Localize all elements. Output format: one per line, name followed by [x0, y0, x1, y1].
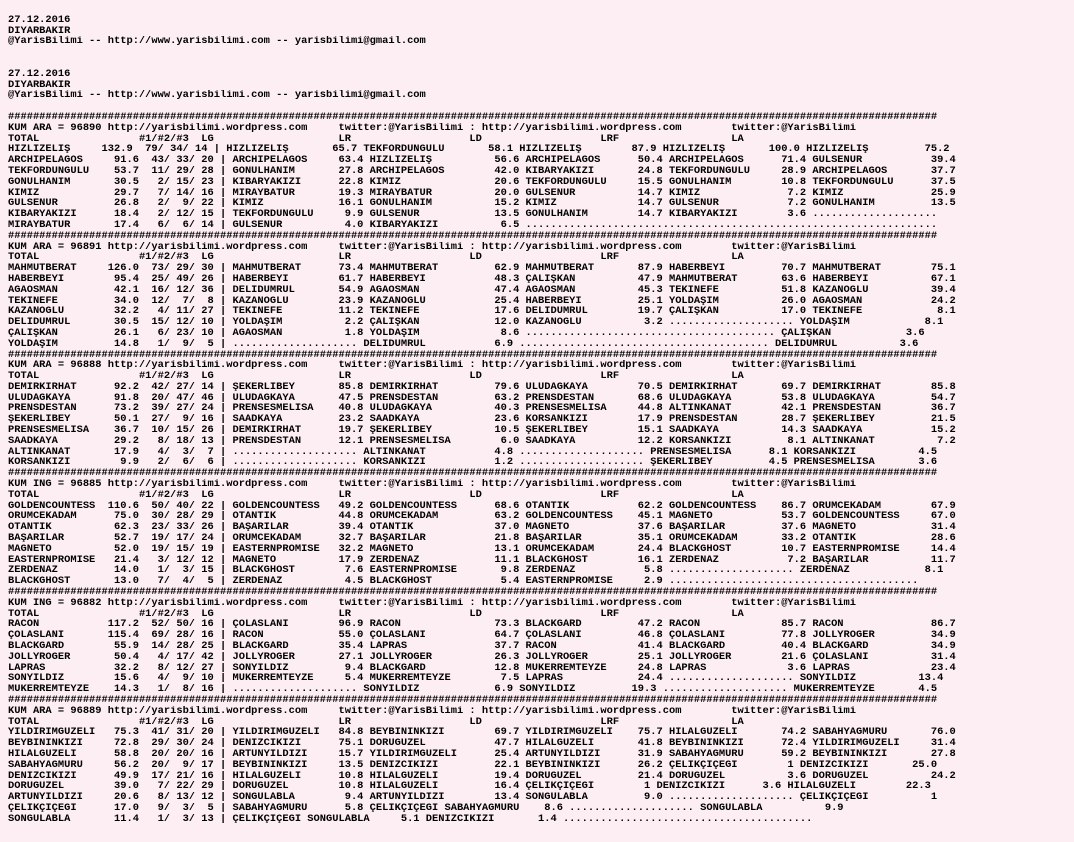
report-line: YOLDAŞIM 14.8 1/ 9/ 5 | .................... DELIDUMRUL 6.9 ........................................ DELIDUMRUL 3.6 [8, 338, 919, 350]
report-line: BEYBİNİNKIZI 72.8 29/ 30/ 24 | DENIZCIKIZI 75.1 DORUGUZEL 47.7 HİLALGÜZELİ 41.8 BEYBİNİNKIZI 72.4 YILDIRIMGÜZELİ 31.4 [8, 738, 956, 749]
report-line: ORUMCEKADAM 75.0 30/ 28/ 29 | OTANTİK 44.8 ORUMCEKADAM 63.2 GOLDENCOUNTESS 45.1 MAGNETO 53.7 GOLDENCOUNTESS 67.0 [8, 511, 956, 523]
report-line: GULSENUR 26.8 2/ 9/ 22 | KIMIZ 16.1 GONULHANIM 15.2 KIMIZ 14.7 GULSENUR 7.2 GONULHANIM 13.5 [8, 198, 956, 210]
report-line: KUM ARA = 96889 http://yarisbilimi.wordpress.com twitter:@YarisBilimi : http://yarisbilimi.wordpress.com twitter:@YarisBilimi [8, 705, 857, 717]
report-line: 27.12.2016 [8, 14, 71, 26]
report-line: ALTINKANAT 17.9 4/ 3/ 7 | .................... ALTINKANAT 4.8 .................... PRENSESMELİSA 8.1 KORSANKIZI 4.5 [8, 446, 938, 458]
report-line: PRENSESMELİSA 36.7 10/ 15/ 26 | DEMİRKIRHAT 19.7 ŞEKERLİBEY 10.5 ŞEKERLİBEY 15.1 SAADKAYA 14.3 SAADKAYA 15.2 [8, 425, 956, 436]
report-line: @YarisBilimi -- http://www.yarisbilimi.com -- yarisbilimi@gmail.com [8, 36, 426, 48]
report-line [8, 101, 1070, 112]
report-line: ÇOLASLANI 115.4 69/ 28/ 16 | RACON 55.0 ÇOLASLANI 64.7 ÇOLASLANI 46.8 ÇOLASLANI 77.8 JOLLYROGER 34.9 [8, 630, 956, 642]
report-line: ##################################################################################################################################################### [8, 695, 938, 706]
report-line: TEKFORDUNGÜLÜ 53.7 11/ 29/ 28 | GONULHANIM 27.8 ARCHİPELAGOS 42.0 KIBARYAKIZI 24.8 TEKFORDUNGÜLÜ 28.9 ARCHİPELAGOS 37.7 [8, 165, 956, 177]
report-line: KUM ARA = 96890 http://yarisbilimi.wordpress.com twitter:@YarisBilimi : http://yarisbilimi.wordpress.com twitter:@YarisBilimi [8, 122, 857, 134]
report-line: HABERBEYİ 95.4 25/ 49/ 26 | HABERBEYİ 61.7 HABERBEYİ 48.3 ÇALIŞKAN 47.9 MAHMUTBERAT 63.6 HABERBEYİ 67.1 [8, 273, 956, 285]
report-line: BLACKGARD 55.9 14/ 28/ 25 | BLACKGARD 35.4 LAPRAS 37.7 RACON 41.4 BLACKGARD 40.4 BLACKGARD 34.9 [8, 641, 956, 652]
report-line: KAZANOGLU 32.2 4/ 11/ 27 | TEKINEFE 11.2 TEKINEFE 17.6 DELIDUMRUL 19.7 ÇALIŞKAN 17.0 TEKINEFE 8.1 [8, 306, 956, 318]
report-line: DENIZCIKIZI 49.9 17/ 21/ 16 | HİLALGÜZELİ 10.8 HİLALGÜZELİ 19.4 DORUGUZEL 21.4 DORUGUZEL 3.6 DORUGUZEL 24.2 [8, 770, 956, 782]
report-line: PRENSDESTAN 73.2 39/ 27/ 24 | PRENSESMELİSA 40.8 ULUDAGKAYA 40.3 PRENSESMELİSA 44.8 ALTINKANAT 42.1 PRENSDESTAN 36.7 [8, 403, 956, 415]
report-text [8, 4, 1070, 825]
report-line: HIZLIZELİŞ 132.9 79/ 34/ 14 | HIZLIZELİŞ 65.7 TEKFORDUNGÜLÜ 58.1 HIZLIZELİŞ 87.9 HIZLIZELİŞ 100.0 HIZLIZELİŞ 75.2 [8, 144, 950, 156]
report-line: TEKINEFE 34.0 12/ 7/ 8 | KAZANOGLU 23.9 KAZANOGLU 25.4 HABERBEYİ 25.1 YOLDAŞIM 26.0 AGAOSMAN 24.2 [8, 295, 956, 307]
report-line: KIMIZ 29.7 7/ 14/ 16 | MIRAYBATUR 19.3 MIRAYBATUR 20.0 GULSENUR 14.7 KIMIZ 7.2 KIMIZ 25.9 [8, 187, 956, 199]
report-line: DELIDUMRUL 30.5 15/ 12/ 10 | YOLDAŞIM 2.2 ÇALIŞKAN 12.0 KAZANOGLU 3.2 .................... YOLDAŞIM 8.1 [8, 317, 944, 328]
report-line: OTANTİK 62.3 23/ 33/ 26 | BAŞARILAR 39.4 OTANTİK 37.0 MAGNETO 37.6 BAŞARILAR 37.6 MAGNETO 31.4 [8, 522, 956, 534]
report-line: DIYARBAKIR [8, 79, 71, 91]
report-line: EASTERNPROMISE 21.4 3/ 12/ 12 | MAGNETO 17.9 ZERDENAZ 11.1 BLACKGHOST 16.1 ZERDENAZ 7.2 BAŞARILAR 11.7 [8, 554, 956, 566]
report-line: 27.12.2016 [8, 68, 71, 80]
report-line: TOTAL #1/#2/#3 LG LR LD LRF LA [8, 716, 744, 728]
report-line: KUM ARA = 96891 http://yarisbilimi.wordpress.com twitter:@YarisBilimi : http://yarisbilimi.wordpress.com twitter:@YarisBilimi [8, 241, 857, 253]
report-line: BLACKGHOST 13.0 7/ 4/ 5 | ZERDENAZ 4.5 BLACKGHOST 5.4 EASTERNPROMISE 2.9 ........................................ [8, 576, 919, 588]
report-line: ##################################################################################################################################################### [8, 230, 938, 242]
report-line: JOLLYROGER 50.4 4/ 17/ 42 | JOLLYROGER 27.1 JOLLYROGER 26.3 JOLLYROGER 25.1 JOLLYROGER 21.6 ÇOLASLANI 31.4 [8, 651, 956, 663]
report-line: DIYARBAKIR [8, 25, 71, 37]
report-line [8, 47, 1070, 58]
report-line: KORSANKIZI 9.9 2/ 6/ 6 | .................... KORSANKIZI 1.2 .................... ŞEKERLİBEY 4.5 PRENSESMELİSA 3.6 [8, 457, 938, 469]
report-line: TOTAL #1/#2/#3 LG LR LD LRF LA [8, 371, 744, 382]
report-line: ÇALIŞKAN 26.1 6/ 23/ 10 | AGAOSMAN 1.8 YOLDAŞIM 8.6 ........................................ ÇALIŞKAN 3.6 [8, 327, 925, 339]
report-line: ARTUNYILDIZI 20.6 8/ 13/ 12 | SONGULABLA 9.4 ARTUNYILDIZI 13.4 SONGULABLA 9.0 .................... ÇELİKÇİÇEĞİ 1 [8, 792, 938, 803]
report-line: TOTAL #1/#2/#3 LG LR LD LRF LA [8, 252, 744, 264]
report-line: YILDIRIMGÜZELİ 75.3 41/ 31/ 20 | YILDIRIMGÜZELİ 84.8 BEYBİNİNKIZI 69.7 YILDIRIMGÜZELİ 75.7 HİLALGÜZELİ 74.2 SABAHYAGMURU 76.0 [8, 727, 956, 739]
report-line: ##################################################################################################################################################### [8, 587, 938, 598]
report-line: @YarisBilimi -- http://www.yarisbilimi.com -- yarisbilimi@gmail.com [8, 90, 426, 102]
report-line: ULUDAGKAYA 91.8 20/ 47/ 46 | ULUDAGKAYA 47.5 PRENSDESTAN 63.2 PRENSDESTAN 68.6 ULUDAGKAYA 53.8 ULUDAGKAYA 54.7 [8, 392, 956, 404]
report-line: GONULHANIM 30.5 2/ 15/ 23 | KIBARYAKIZI 22.8 KIMIZ 20.6 TEKFORDUNGÜLÜ 15.5 GONULHANIM 10.8 TEKFORDUNGÜLÜ 37.5 [8, 176, 956, 188]
report-line: SABAHYAGMURU 56.2 20/ 9/ 17 | BEYBİNİNKIZI 13.5 DENIZCIKIZI 22.1 BEYBİNİNKIZI 26.2 ÇELİKÇİÇEĞİ 1 DENIZCIKIZI 25.0 [8, 759, 938, 771]
report-line: ##################################################################################################################################################### [8, 349, 938, 361]
report-line: ##################################################################################################################################################### [8, 468, 938, 480]
report-line: BAŞARILAR 52.7 19/ 17/ 24 | ORUMCEKADAM 32.7 BAŞARILAR 21.8 BAŞARILAR 35.1 ORUMCEKADAM 33.2 OTANTİK 28.6 [8, 533, 956, 544]
report-line: TOTAL #1/#2/#3 LG LR LD LRF LA [8, 489, 744, 501]
report-line: KIBARYAKIZI 18.4 2/ 12/ 15 | TEKFORDUNGÜLÜ 9.9 GULSENUR 13.5 GONULHANIM 14.7 KIBARYAKIZI 3.6 .................... [8, 209, 938, 220]
report-line: DORUGUZEL 39.0 7/ 22/ 29 | DORUGUZEL 10.8 HİLALGÜZELİ 16.4 ÇELİKÇİÇEĞİ 1 DENIZCIKIZI 3.6 HİLALGÜZELİ 22.3 [8, 781, 931, 793]
report-line [8, 4, 1070, 15]
report-line: MAGNETO 52.0 19/ 15/ 19 | EASTERNPROMISE 32.2 MAGNETO 13.1 ORUMCEKADAM 24.4 BLACKGHOST 10.7 EASTERNPROMISE 14.4 [8, 543, 956, 555]
report-line: ÇELİKÇİÇEĞİ 17.0 9/ 3/ 5 | SABAHYAGMURU 5.8 ÇELİKÇİÇEĞİ SABAHYAGMURU 8.6 .................... SONGULABLA 9.9 [8, 802, 844, 814]
report-line: GOLDENCOUNTESS 110.6 50/ 40/ 22 | GOLDENCOUNTESS 49.2 GOLDENCOUNTESS 68.6 OTANTİK 62.2 GOLDENCOUNTESS 86.7 ORUMCEKADAM 67.9 [8, 500, 956, 512]
report-line: ŞEKERLİBEY 50.1 27/ 9/ 16 | SAADKAYA 23.2 SAADKAYA 23.6 KORSANKIZI 17.9 PRENSDESTAN 28.7 ŞEKERLİBEY 21.5 [8, 414, 956, 426]
report-line: KUM ARA = 96888 http://yarisbilimi.wordpress.com twitter:@YarisBilimi : http://yarisbilimi.wordpress.com twitter:@YarisBilimi [8, 360, 857, 372]
report-line: DEMİRKIRHAT 92.2 42/ 27/ 14 | ŞEKERLİBEY 85.8 DEMİRKIRHAT 79.6 ULUDAGKAYA 70.5 DEMİRKIRHAT 69.7 DEMİRKIRHAT 85.8 [8, 381, 956, 393]
report-line: SONYILDIZ 15.6 4/ 9/ 10 | MUKERREMTEYZE 5.4 MUKERREMTEYZE 7.5 LAPRAS 24.4 .................... SONYILDIZ 13.4 [8, 673, 944, 685]
report-line: MUKERREMTEYZE 14.3 1/ 8/ 16 | .................... SONYILDIZ 6.9 SONYILDIZ 19.3 .................... MUKERREMTEYZE 4.5 [8, 684, 938, 695]
report-line: ##################################################################################################################################################### [8, 111, 938, 123]
report-line: AGAOSMAN 42.1 16/ 12/ 36 | DELIDUMRUL 54.9 AGAOSMAN 47.4 AGAOSMAN 45.3 TEKINEFE 51.8 KAZANOGLU 39.4 [8, 284, 956, 296]
report-line: ARCHİPELAGOS 91.6 43/ 33/ 20 | ARCHİPELAGOS 63.4 HIZLIZELİŞ 56.6 ARCHİPELAGOS 50.4 ARCHİPELAGOS 71.4 GULSENUR 39.4 [8, 155, 956, 166]
report-line: KUM ING = 96885 http://yarisbilimi.wordpress.com twitter:@YarisBilimi : http://yarisbilimi.wordpress.com twitter:@YarisBilimi [8, 479, 857, 490]
report-line: TOTAL #1/#2/#3 LG LR LD LRF LA [8, 133, 744, 145]
report-line [8, 58, 1070, 69]
report-line: MAHMUTBERAT 126.0 73/ 29/ 30 | MAHMUTBERAT 73.4 MAHMUTBERAT 62.9 MAHMUTBERAT 87.9 HABERBEYİ 70.7 MAHMUTBERAT 75.1 [8, 263, 956, 274]
report-line: HİLALGÜZELİ 58.8 20/ 20/ 16 | ARTUNYILDIZI 15.7 YILDIRIMGÜZELİ 25.4 ARTUNYILDIZI 31.9 SABAHYAGMURU 59.2 BEYBİNİNKIZI 27.8 [8, 748, 956, 760]
report-line: ZERDENAZ 14.0 1/ 3/ 15 | BLACKGHOST 7.6 EASTERNPROMISE 9.8 ZERDENAZ 5.8 .................... ZERDENAZ 8.1 [8, 565, 944, 577]
report-line: LAPRAS 32.2 8/ 12/ 27 | SONYILDIZ 9.4 BLACKGARD 12.8 MUKERREMTEYZE 24.8 LAPRAS 3.6 LAPRAS 23.4 [8, 662, 956, 674]
report-line: TOTAL #1/#2/#3 LG LR LD LRF LA [8, 608, 744, 620]
report-line: RACON 117.2 52/ 50/ 16 | ÇOLASLANI 96.9 RACON 73.3 BLACKGARD 47.2 RACON 85.7 RACON 86.7 [8, 619, 956, 631]
report-line: SAADKAYA 29.2 8/ 18/ 13 | PRENSDESTAN 12.1 PRENSESMELİSA 6.0 SAADKAYA 12.2 KORSANKIZI 8.1 ALTINKANAT 7.2 [8, 435, 956, 447]
report-line: SONGULABLA 11.4 1/ 3/ 13 | ÇELİKÇİÇEĞİ SONGULABLA 5.1 DENIZCIKIZI 1.4 ........................................ [8, 813, 813, 825]
report-line: KUM ING = 96882 http://yarisbilimi.wordpress.com twitter:@YarisBilimi : http://yarisbilimi.wordpress.com twitter:@YarisBilimi [8, 597, 857, 609]
report-line: MIRAYBATUR 17.4 6/ 6/ 14 | GULSENUR 4.0 KIBARYAKIZI 6.5 .................................................................. [8, 219, 938, 231]
